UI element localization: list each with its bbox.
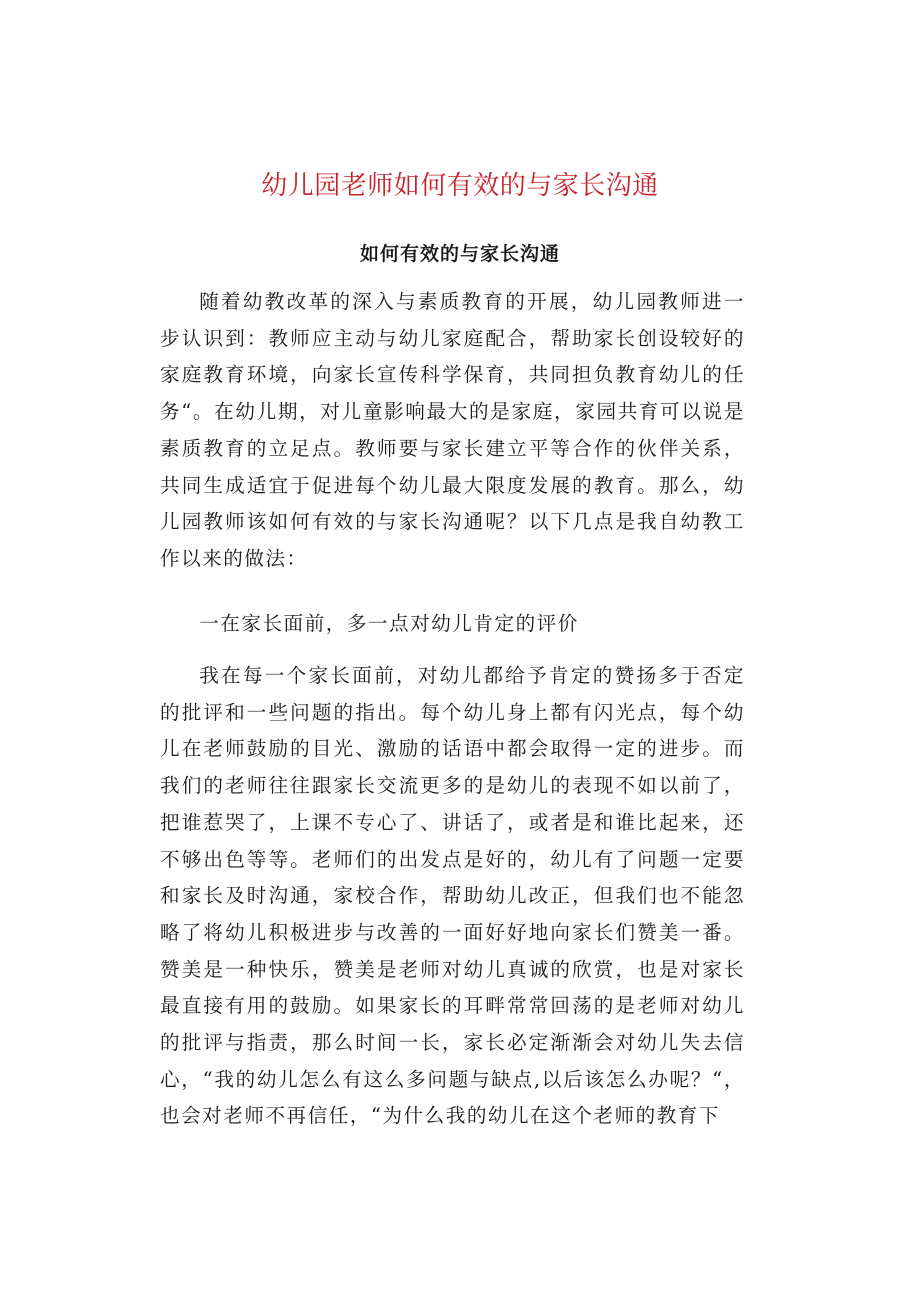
document-title: 幼儿园老师如何有效的与家长沟通: [261, 171, 659, 201]
paragraph-praise: 我在每一个家长面前，对幼儿都给予肯定的赞扬多于否定的批评和一些问题的指出。每个幼儿身上都有闪光点，每个幼儿在老师鼓励的目光、激励的话语中都会取得一定的进步。而我们的老师往往跟家长交流更多的是幼儿的表现不如以前了，把谁惹哭了，上课不专心了、讲话了，或者是和谁比起来，还不够出色等等。老师们的出发点是好的，幼儿有了问题一定要和家长及时沟通，家校合作，帮助幼儿改正，但我们也不能忽略了将幼儿积极进步与改善的一面好好地向家长们赞美一番。赞美是一种快乐，赞美是老师对幼儿真诚的欣赏，也是对家长最直接有用的鼓励。如果家长的耳畔常常回荡的是老师对幼儿的批评与指责，那么时间一长，家长必定渐渐会对幼儿失去信心，“我的幼儿怎么有这么多问题与缺点,以后该怎么办呢？“，也会对老师不再信任，“为什么我的幼儿在这个老师的教育下: [160, 664, 745, 1128]
section-heading: 一在家长面前，多一点对幼儿肯定的评价: [199, 612, 579, 635]
paragraph-intro: 随着幼教改革的深入与素质教育的开展，幼儿园教师进一步认识到：教师应主动与幼儿家庭配合，帮助家长创设较好的家庭教育环境，向家长宣传科学保育，共同担负教育幼儿的任务“。在幼儿期，对儿童影响最大的是家庭，家园共育可以说是素质教育的立足点。教师要与家长建立平等合作的伙伴关系，共同生成适宜于促进每个幼儿最大限度发展的教育。那么，幼儿园教师该如何有效的与家长沟通呢？以下几点是我自幼教工作以来的做法：: [160, 290, 745, 570]
document-subtitle: 如何有效的与家长沟通: [359, 243, 560, 265]
